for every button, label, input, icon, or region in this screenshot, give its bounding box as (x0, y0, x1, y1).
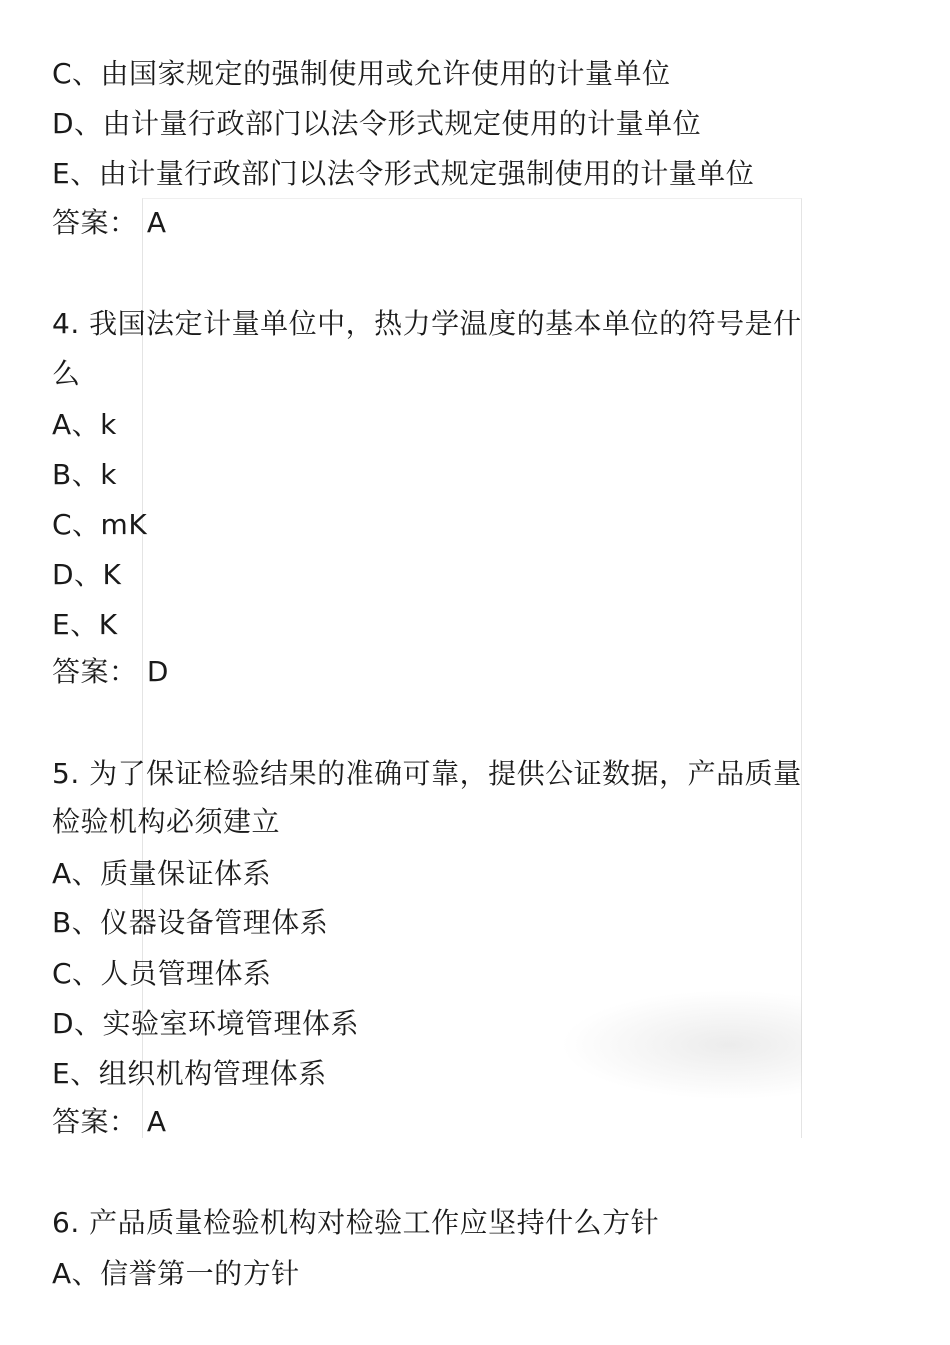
q4-option-c: C、mK (52, 508, 148, 541)
q5-option-c: C、人员管理体系 (52, 957, 272, 990)
q5-option-d: D、实验室环境管理体系 (52, 1007, 360, 1040)
q4-option-e: E、K (52, 608, 118, 641)
prev-answer: 答案： A (52, 206, 167, 239)
q5-stem-line1: 5. 为了保证检验结果的准确可靠，提供公证数据，产品质量 (52, 757, 802, 790)
q6-option-a: A、信誉第一的方针 (52, 1257, 300, 1290)
q5-option-b: B、仪器设备管理体系 (52, 906, 329, 939)
q4-option-b: B、k (52, 458, 117, 491)
q4-stem-line1: 4. 我国法定计量单位中，热力学温度的基本单位的符号是什 (52, 307, 802, 340)
prev-option-c: C、由国家规定的强制使用或允许使用的计量单位 (52, 57, 671, 90)
q4-option-d: D、K (52, 558, 122, 591)
q5-option-a: A、质量保证体系 (52, 857, 272, 890)
q6-stem-line1: 6. 产品质量检验机构对检验工作应坚持什么方针 (52, 1206, 660, 1239)
q4-option-a: A、k (52, 408, 117, 441)
q5-stem-line2: 检验机构必须建立 (52, 805, 281, 838)
q4-answer: 答案： D (52, 655, 169, 688)
q4-stem-line2: 么 (52, 357, 81, 390)
q5-answer: 答案： A (52, 1105, 167, 1138)
prev-option-e: E、由计量行政部门以法令形式规定强制使用的计量单位 (52, 157, 755, 190)
prev-option-d: D、由计量行政部门以法令形式规定使用的计量单位 (52, 107, 702, 140)
q5-option-e: E、组织机构管理体系 (52, 1057, 327, 1090)
background-watermark (560, 990, 802, 1100)
